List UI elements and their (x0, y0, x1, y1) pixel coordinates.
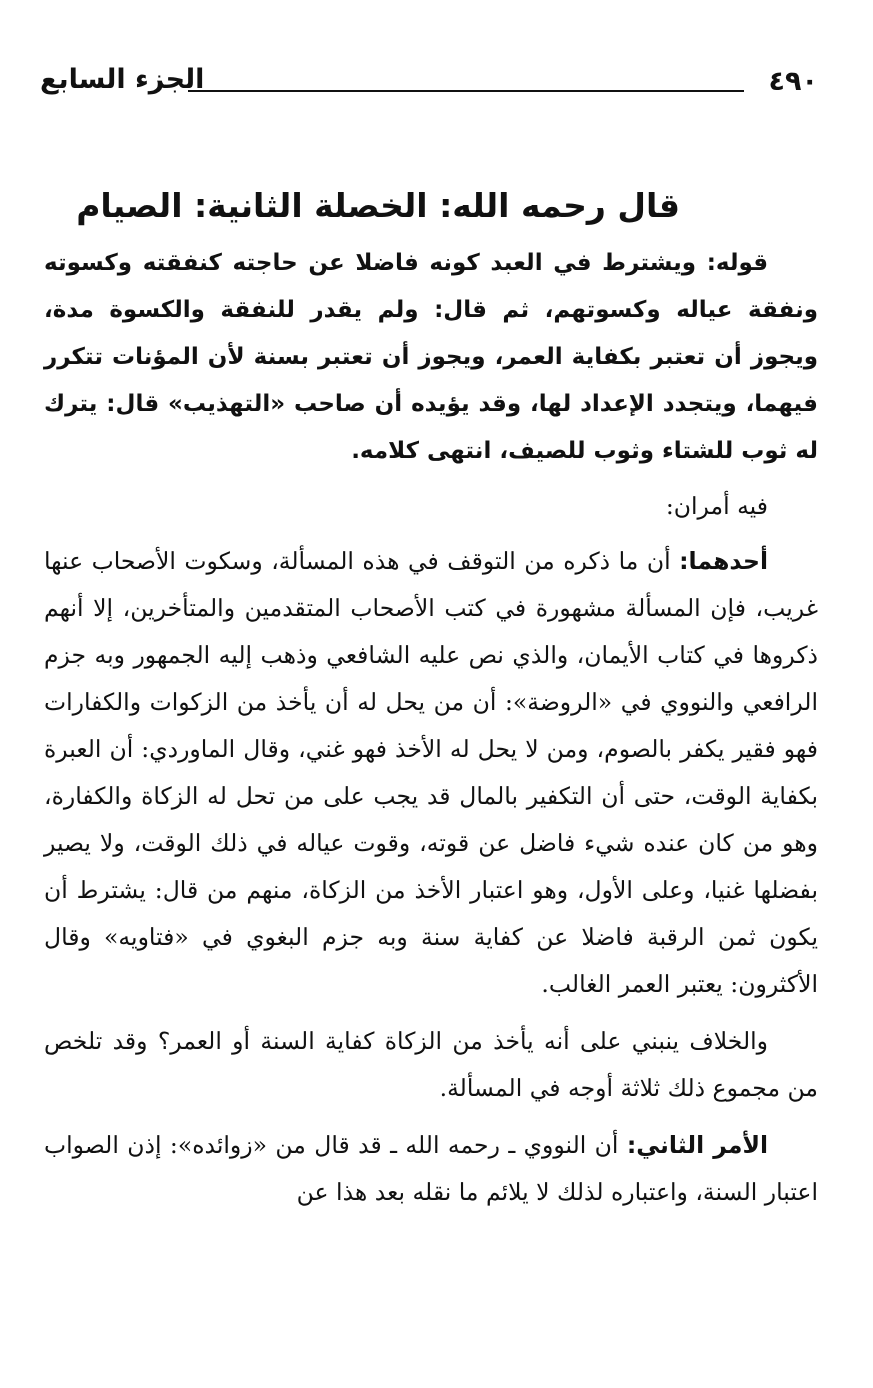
header-rule (188, 90, 744, 92)
running-title: الجزء السابع (40, 64, 205, 95)
second-matter-text: أن النووي ـ رحمه الله ـ قد قال من «زوائده»: إذن الصواب اعتبار السنة، واعتباره لذلك لا يلائم ما نقله بعد هذا عن (44, 1131, 818, 1206)
first-matter-lead: أحدهما: (679, 547, 768, 575)
first-matter-paragraph (44, 538, 818, 1008)
quoted-passage: قوله: ويشترط في العبد كونه فاضلا عن حاجته كنفقته وكسوته ونفقة عياله وكسوتهم، ثم قال: ولم يقدر للنفقة والكسوة مدة، ويجوز أن تعتبر بكفاية العمر، ويجوز أن تعتبر بسنة لأن المؤنات تتكرر فيهما، ويتجدد الإعداد لها، وقد يؤيده أن صاحب «التهذيب» قال: يترك له ثوب للشتاء وثوب للصيف، انتهى كلامه. (44, 250, 818, 464)
intro-line: فيه أمران: (665, 492, 768, 520)
page-header (40, 64, 818, 114)
second-matter-paragraph (44, 1122, 818, 1216)
second-matter-lead: الأمر الثاني: (626, 1131, 769, 1159)
page-number: ٤٩٠ (768, 66, 818, 97)
section-title: قال رحمه الله: الخصلة الثانية: الصيام (76, 186, 680, 225)
dispute-paragraph: والخلاف ينبني على أنه يأخذ من الزكاة كفاية السنة أو العمر؟ وقد تلخص من مجموع ذلك ثلاثة أوجه في المسألة. (44, 1027, 818, 1102)
first-matter-text: أن ما ذكره من التوقف في هذه المسألة، وسكوت الأصحاب عنها غريب، فإن المسألة مشهورة في كتب الأصحاب المتقدمين والمتأخرين، إلا أنهم ذكروها في كتاب الأيمان، والذي نص عليه الشافعي وذهب إليه الجمهور وبه جزم الرافعي والنووي في «الروضة»: أن من يحل له أن يأخذ من الزكوات والكفارات فهو فقير يكفر بالصوم، ومن لا يحل له الأخذ فهو غني، وقال الماوردي: أن العبرة بكفاية الوقت، حتى أن التكفير بالمال قد يجب على من تحل له الزكاة والكفارة، وهو من كان عنده شيء فاضل عن قوته، وقوت عياله في ذلك الوقت، ولا يصير بفضلها غنيا، وعلى الأول، وهو اعتبار الأخذ من الزكاة، منهم من قال: يشترط أن يكون ثمن الرقبة فاضلا عن كفاية سنة وبه جزم البغوي في «فتاويه» وقال الأكثرون: يعتبر العمر الغالب. (44, 547, 818, 998)
page-body (44, 240, 818, 1216)
